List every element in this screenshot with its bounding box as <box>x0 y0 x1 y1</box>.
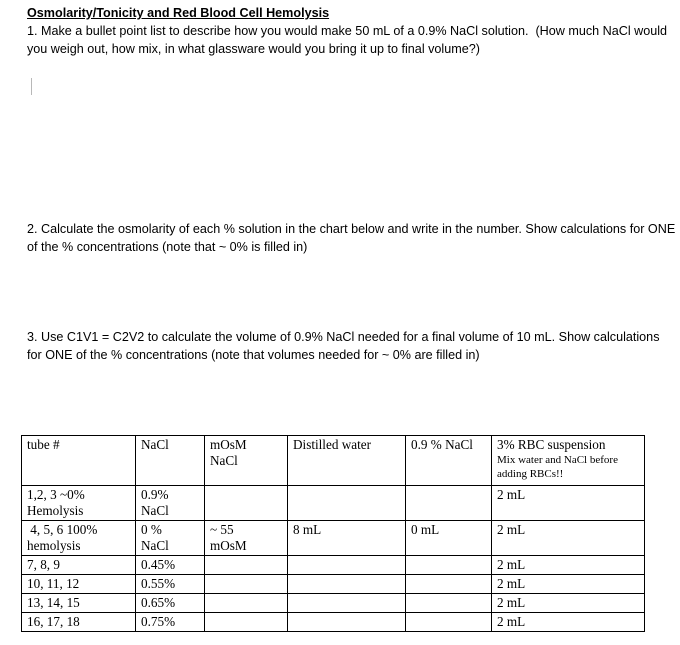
cell-tube[interactable]: 10, 11, 12 <box>22 575 136 594</box>
question-2: 2. Calculate the osmolarity of each % solution in the chart below and write in the number. Show calculations for ONE of the % concentrations (note that ~ 0% is filled in) <box>27 222 679 254</box>
cell-rbc[interactable]: 2 mL <box>492 613 645 632</box>
cell-tube[interactable] <box>22 521 136 556</box>
cell-rbc[interactable]: 2 mL <box>492 486 645 521</box>
hemolysis-table <box>21 435 645 632</box>
question-3: 3. Use C1V1 = C2V2 to calculate the volume of 0.9% NaCl needed for a final volume of 10 mL. Show calculations for ONE of the % concentrations (note that volumes needed for ~ 0% are filled in) <box>27 330 663 362</box>
header-rbc-title: 3% RBC suspension <box>497 437 606 452</box>
header-rbc <box>492 436 645 486</box>
cell-water[interactable] <box>288 556 406 575</box>
cell-nacl09[interactable]: 0 mL <box>406 521 492 556</box>
cell-tube-line1: 1,2, 3 ~0% <box>27 487 85 502</box>
cell-nacl09[interactable] <box>406 575 492 594</box>
cell-nacl-line2: NaCl <box>141 538 169 553</box>
cell-mosm[interactable] <box>205 575 288 594</box>
cell-mosm[interactable] <box>205 613 288 632</box>
cell-nacl09[interactable] <box>406 613 492 632</box>
header-mosm-line2: NaCl <box>210 453 238 468</box>
cell-nacl[interactable]: 0.45% <box>136 556 205 575</box>
table-row <box>22 594 645 613</box>
cell-tube[interactable] <box>22 486 136 521</box>
cell-rbc[interactable]: 2 mL <box>492 556 645 575</box>
cell-water[interactable] <box>288 575 406 594</box>
cell-tube-line1: 4, 5, 6 100% <box>27 522 98 537</box>
cell-mosm[interactable] <box>205 486 288 521</box>
cell-nacl[interactable] <box>136 486 205 521</box>
table-row <box>22 613 645 632</box>
table-row <box>22 575 645 594</box>
cell-nacl09[interactable] <box>406 594 492 613</box>
header-mosm-line1: mOsM <box>210 437 247 452</box>
cell-tube-line2: Hemolysis <box>27 503 84 518</box>
header-tube: tube # <box>22 436 136 486</box>
table-header-row <box>22 436 645 486</box>
header-mosm <box>205 436 288 486</box>
cell-mosm[interactable] <box>205 556 288 575</box>
cell-tube-line2: hemolysis <box>27 538 81 553</box>
header-water: Distilled water <box>288 436 406 486</box>
cell-nacl[interactable]: 0.55% <box>136 575 205 594</box>
cell-mosm[interactable] <box>205 594 288 613</box>
cell-mosm-line2: mOsM <box>210 538 247 553</box>
cell-tube[interactable]: 13, 14, 15 <box>22 594 136 613</box>
cell-water[interactable] <box>288 594 406 613</box>
cell-mosm[interactable] <box>205 521 288 556</box>
header-nacl: NaCl <box>136 436 205 486</box>
cell-rbc[interactable]: 2 mL <box>492 521 645 556</box>
cell-water[interactable] <box>288 613 406 632</box>
cell-tube[interactable]: 16, 17, 18 <box>22 613 136 632</box>
cell-nacl-line2: NaCl <box>141 503 169 518</box>
cell-nacl-line1: 0 % <box>141 522 162 537</box>
table-row <box>22 521 645 556</box>
cell-nacl[interactable]: 0.75% <box>136 613 205 632</box>
header-rbc-note: Mix water and NaCl before adding RBCs!! <box>497 454 618 480</box>
text-cursor[interactable] <box>31 78 32 95</box>
header-nacl09: 0.9 % NaCl <box>406 436 492 486</box>
cell-rbc[interactable]: 2 mL <box>492 575 645 594</box>
cell-nacl09[interactable] <box>406 556 492 575</box>
cell-rbc[interactable]: 2 mL <box>492 594 645 613</box>
table-row <box>22 486 645 521</box>
table-row <box>22 556 645 575</box>
cell-water[interactable] <box>288 486 406 521</box>
document-title: Osmolarity/Tonicity and Red Blood Cell Hemolysis <box>27 6 330 20</box>
cell-mosm-line1: ~ 55 <box>210 522 234 537</box>
cell-nacl[interactable] <box>136 521 205 556</box>
cell-tube[interactable]: 7, 8, 9 <box>22 556 136 575</box>
question-1: 1. Make a bullet point list to describe how you would make 50 mL of a 0.9% NaCl solution. (How much NaCl would you weigh out, how mix, in what glassware would you bring it up to final volume?) <box>27 24 671 56</box>
cell-nacl09[interactable] <box>406 486 492 521</box>
cell-nacl[interactable]: 0.65% <box>136 594 205 613</box>
cell-water[interactable]: 8 mL <box>288 521 406 556</box>
cell-nacl-line1: 0.9% <box>141 487 169 502</box>
